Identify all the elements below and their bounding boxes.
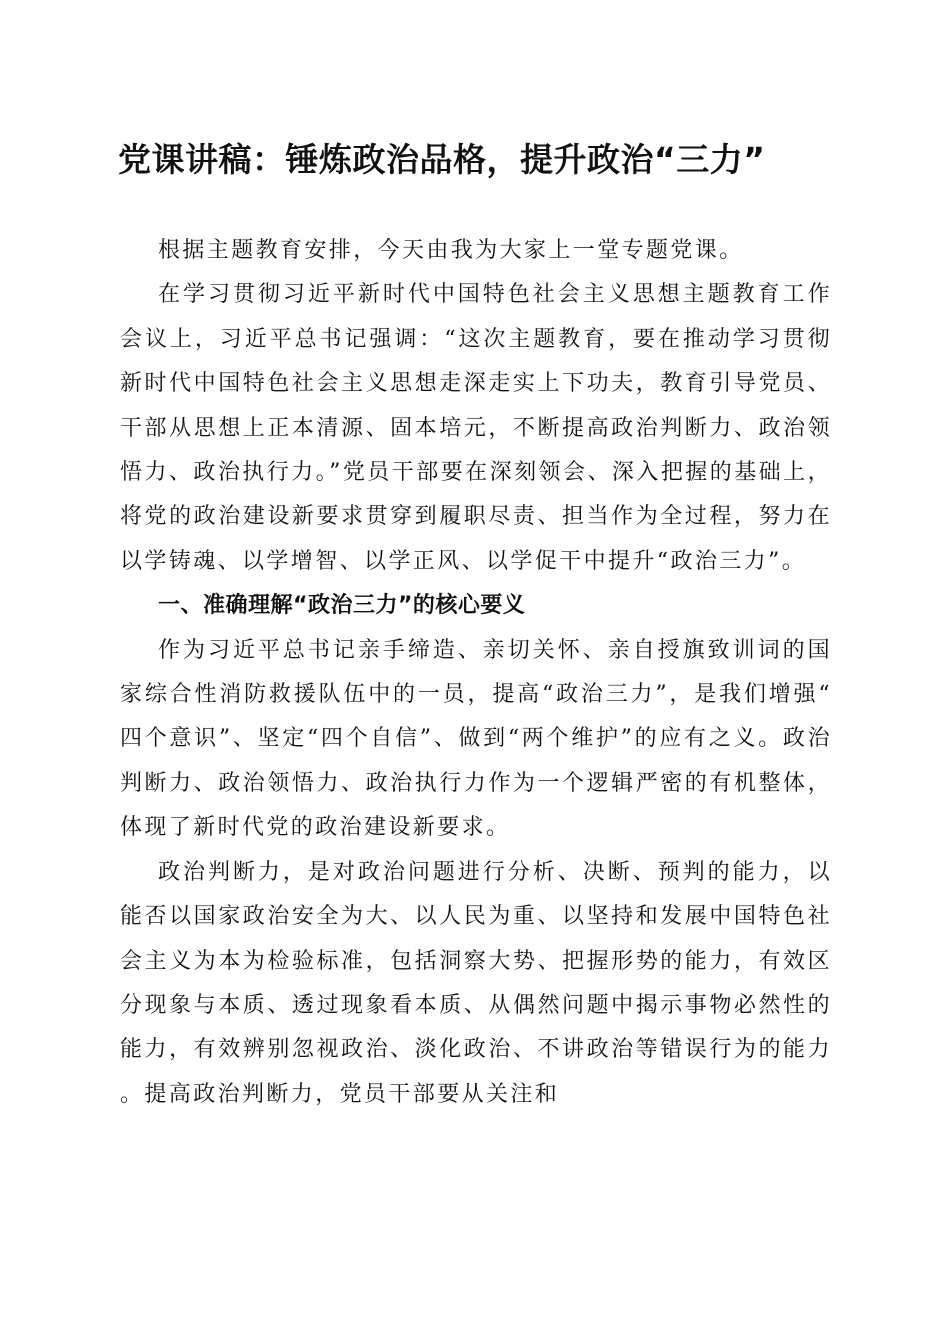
paragraph-intro: 根据主题教育安排，今天由我为大家上一堂专题党课。 [158,238,744,263]
paragraph-quote: 在学习贯彻习近平新时代中国特色社会主义思想主题教育工作会议上，习近平总书记强调：“这次主题教育，要在推动学习贯彻新时代中国特色社会主义思想走深走实上下功夫，教育引导党员、干部从思想上正本清源、固本培元，不断提高政治判断力、政治领悟力、政治执行力。”党员干部要在深刻领会、深入把握的基础上，将党的政治建设新要求贯穿到履职尽责、担当作为全过程，努力在以学铸魂、以学增智、以学正风、以学促干中提升“政治三力”。 [120,282,832,574]
paragraph-section-2: 政治判断力，是对政治问题进行分析、决断、预判的能力，以能否以国家政治安全为大、以人民为重、以坚持和发展中国特色社会主义为本为检验标准，包括洞察大势、把握形势的能力，有效区分现象与本质、透过现象看本质、从偶然问题中揭示事物必然性的能力，有效辨别忽视政治、淡化政治、不讲政治等错误行为的能力。提高政治判断力，党员干部要从关注和 [120,859,832,1107]
section-heading: 一、准确理解“政治三力”的核心要义 [158,593,526,619]
document-body [120,229,832,1117]
paragraph-section-1: 作为习近平总书记亲手缔造、亲切关怀、亲自授旗致训词的国家综合性消防救援队伍中的一员，提高“政治三力”，是我们增强“四个意识”、坚定“四个自信”、做到“两个维护”的应有之义。政治判断力、政治领悟力、政治执行力作为一个逻辑严密的有机整体，体现了新时代党的政治建设新要求。 [120,637,832,841]
document-title: 党课讲稿：锤炼政治品格，提升政治“三力” [118,140,766,179]
